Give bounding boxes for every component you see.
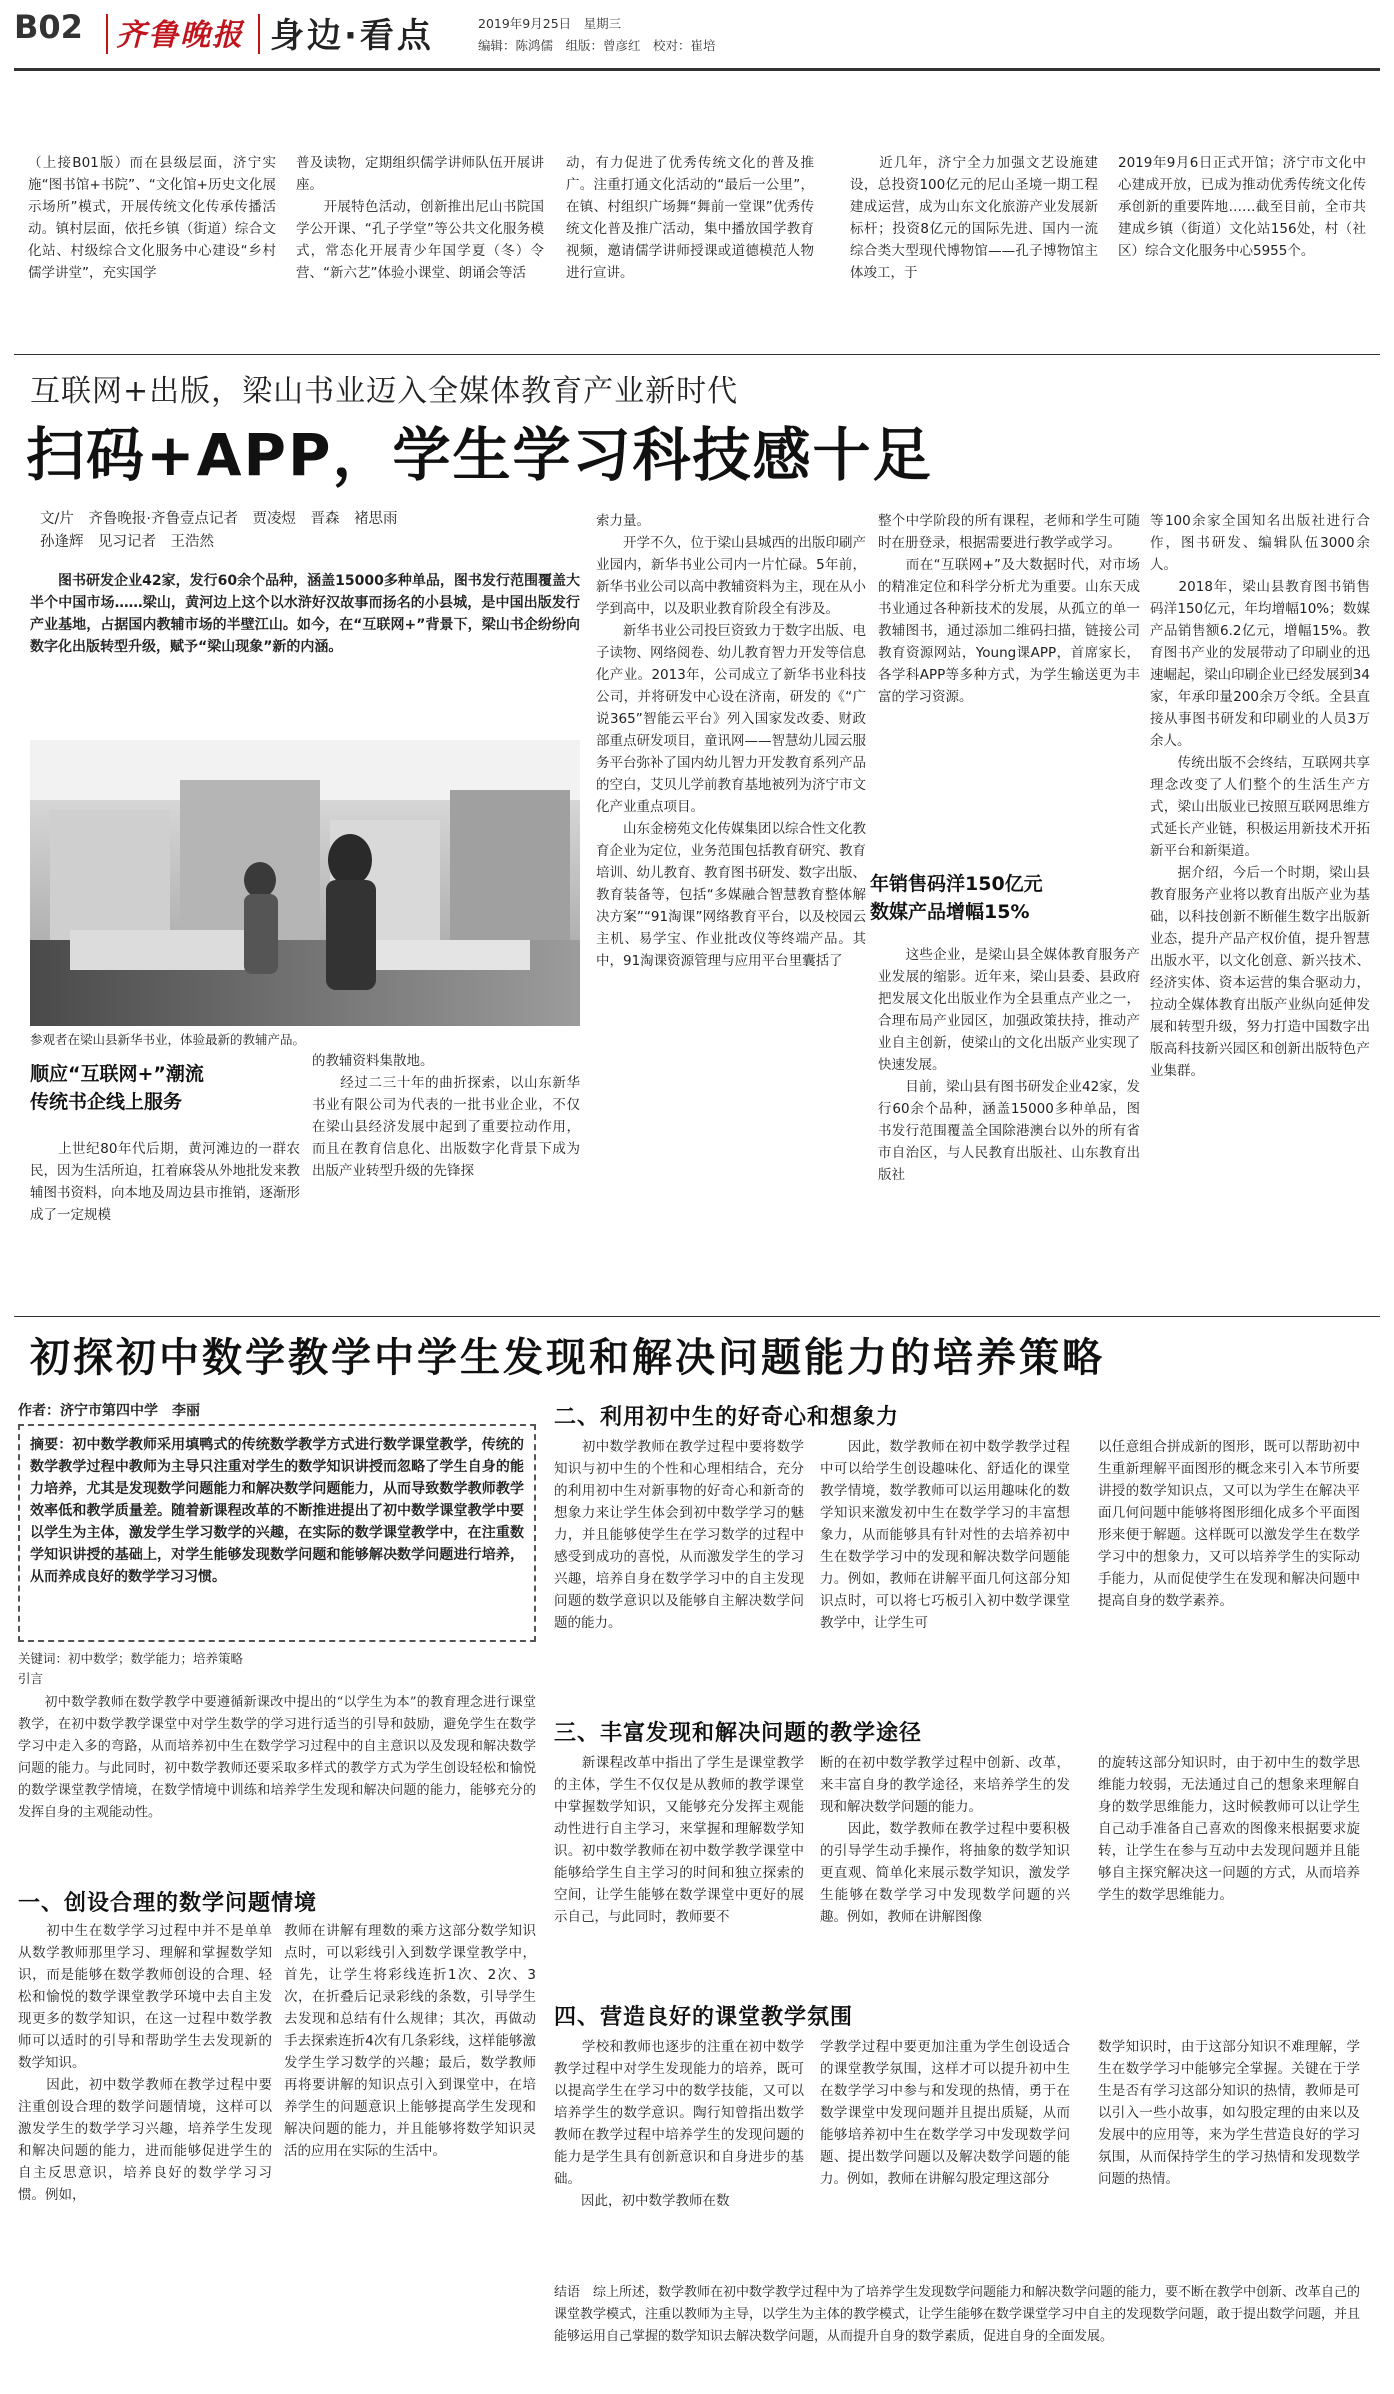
section-4-col-2: 学教学过程中要更加注重为学生创设适合的课堂教学氛围，这样才可以提升初中生在数学学习中参与和发现的热情，勇于在数学课堂中发现问题并且提出质疑，从而能够培养初中生在数学学习中发现数学问题、提出数学问题以及解决数学问题的能力。例如，教师在讲解勾股定理这部分 [820, 2039, 1070, 2187]
page-number: B02 [14, 8, 83, 46]
continued-col-5: 2019年9月6日正式开馆；济宁市文化中心建成开放，已成为推动优秀传统文化传承创新的重要阵地……截至目前，全市共建成乡镇（街道）文化站156处，村（社区）综合文化服务中心5955个。 [1118, 155, 1366, 259]
section-divider-2 [14, 1316, 1380, 1317]
masthead-divider-2 [258, 14, 260, 54]
section-4-title: 四、营造良好的课堂教学氛围 [554, 2005, 854, 2030]
section-1-col-2: 教师在讲解有理数的乘方这部分数学知识点时，可以彩线引入到数学课堂教学中，首先，让学生将彩线连折1次、2次、3次，在折叠后记录彩线的条数，引导学生去发现和总结有什么规律；其次，再做动手去探索连折4次有几条彩线，这样能够激发学生学习数学的兴趣；最后，数学教师再将要讲解的知识点引入到课堂中，在培养学生的问题意识上能够提高学生发现和解决问题的能力，并且能够将数学知识灵活的应用在实际的生活中。 [284, 1923, 536, 2159]
section-2-col-3: 以任意组合拼成新的图形，既可以帮助初中生重新理解平面图形的概念来引入本节所要讲授的数学知识点，又可以为学生在解决平面几何问题中能够将图形细化成多个平面图形来便于解题。这样既可以激发学生在数学学习中的想象力，又可以培养学生的实际动手能力，从而促使学生在发现和解决问题中提高自身的数学素养。 [1098, 1439, 1360, 1609]
editorial-staff: 编辑：陈鸿儒 组版：曾彦红 校对：崔培 [478, 38, 716, 53]
article1-col-c: 索力量。 开学不久，位于梁山县城西的出版印刷产业园内，新华书业公司内一片忙碌。5年前，新华书业公司以高中教辅资料为主，现在从小学到高中，以及职业教育阶段全有涉及。 新华书业公司投巨资致力于数字出版、电子读物、网络阅卷、幼儿教育智力开发等信息化产业。2013年，公司成立了新华书业科技公司，并将研发中心设在济南，研发的《“广说365”智能云平台》列入国家发改委、财政部重点研发项目，童讯网——智慧幼儿园云服务平台弥补了国内幼儿智力开发教育系列产品的空白，艾贝儿学前教育基地被列为济宁市文化产业重点项目。 山东金榜苑文化传媒集团以综合性文化教育企业为定位，业务范围包括教育研究、教育培训、幼儿教育、教育图书研发、数字出版、教育装备等，包括“多媒融合智慧教育整体解决方案”“91淘课”网络教育平台，以及校园云主机、易学宝、作业批改仪等终端产品。其中，91淘课资源管理与应用平台里囊括了 [596, 513, 866, 969]
article1-subtitle: 互联网+出版，梁山书业迈入全媒体教育产业新时代 [30, 374, 739, 409]
conclusion: 结语 综上所述，数学教师在初中数学教学过程中为了培养学生发现数学问题能力和解决数学问题的能力，要不断在教学中创新、改革自己的课堂教学模式，注重以教师为主导，以学生为主体的教学模式，让学生能够在数学课堂学习中自主的发现数学问题，敢于提出数学问题，并且能够运用自己掌握的数学知识去解决数学问题，从而提升自身的数学素质，促进自身的全面发展。 [554, 2285, 1361, 2344]
article1-photo [30, 740, 580, 1026]
bookstore-photo-icon [30, 740, 580, 1026]
article2-title: 初探初中数学教学中学生发现和解决问题能力的培养策略 [30, 1335, 1105, 1381]
section-1-title: 一、创设合理的数学问题情境 [18, 1891, 318, 1916]
intro-text: 初中数学教师在数学教学中要遵循新课改中提出的“以学生为本”的教育理念进行课堂教学，在初中数学教学课堂中对学生数学的学习进行适当的引导和鼓励，避免学生在数学学习中走入多的弯路，从而培养初中生在数学学习过程中的自主意识以及发现和解决数学问题的能力。与此同时，初中数学教师还要采取多样式的教学方式为学生创设轻松和愉悦的数学课堂教学情境，在数学情境中训练和培养学生发现和解决问题的能力，能够充分的发挥自身的主观能动性。 [18, 1695, 536, 1820]
section-2-title: 二、利用初中生的好奇心和想象力 [554, 1405, 900, 1430]
continued-col-2: 普及读物，定期组织儒学讲师队伍开展讲座。 开展特色活动，创新推出尼山书院国学公开课、“孔子学堂”等公共文化服务模式，常态化开展青少年国学夏（冬）令营、“新六艺”体验小课堂、朗诵会等活 [296, 155, 544, 281]
continued-col-4: 近几年，济宁全力加强文艺设施建设，总投资100亿元的尼山圣境一期工程建成运营，成为山东文化旅游产业发展新标杆；投资8亿元的国际先进、国内一流综合类大型现代博物馆——孔子博物馆主体竣工，于 [850, 155, 1098, 281]
article2-author: 作者：济宁市第四中学 李丽 [18, 1403, 200, 1419]
abstract-text: 摘要：初中数学教师采用填鸭式的传统数学教学方式进行数学课堂教学，传统的数学教学过程中教师为主导只注重对学生的数学知识讲授而忽略了学生自身的能力培养，尤其是发现数学问题能力和解决数学问题能力，从而导致数学教师教学效率低和教学质量差。随着新课程改革的不断推进提出了初中数学课堂教学中要以学生为主体，激发学生学习数学的兴趣，在实际的数学课堂教学中，在注重数学知识讲授的基础上，对学生能够发现数学问题和能够解决数学问题进行培养，从而养成良好的数学学习习惯。 [30, 1437, 524, 1585]
article1-title: 扫码+APP，学生学习科技感十足 [26, 421, 933, 489]
section-name: 身边·看点 [270, 16, 434, 56]
section-3-col-1: 新课程改革中指出了学生是课堂教学的主体，学生不仅仅是从教师的教学课堂中掌握数学知识，又能够充分发挥主观能动性进行自主学习，来掌握和理解数学知识。初中数学教师在初中数学教学课堂中能够给学生自主学习的时间和独立探索的空间，让学生能够在数学课堂中更好的展示自己，与此同时，教师要不 [554, 1755, 804, 1925]
article1-byline: 文/片 齐鲁晚报·齐鲁壹点记者 贾凌煜 晋森 褚思雨 孙逢辉 见习记者 王浩然 [40, 511, 398, 550]
keywords: 关键词：初中数学；数学能力；培养策略 [18, 1651, 244, 1666]
section-3-title: 三、丰富发现和解决问题的教学途径 [554, 1721, 923, 1746]
section-2-col-1: 初中数学教师在教学过程中要将数学知识与初中生的个性和心理相结合，充分的利用初中生对新事物的好奇心和新奇的想象力来让学生体会到初中数学学习的魅力，并且能够使学生在学习数学的过程中感受到成功的喜悦，从而激发学生的学习兴趣，培养自身在数学学习中的自主发现问题的数学意识以及能够自主解决数学问题的能力。 [554, 1439, 804, 1631]
newspaper-logo: 齐鲁晚报 [116, 18, 244, 53]
masthead-rule [14, 68, 1380, 71]
article1-photo-caption: 参观者在梁山县新华书业，体验最新的教辅产品。 [30, 1032, 306, 1047]
article1-subhead-1: 顺应“互联网+”潮流 传统书企线上服务 [30, 1063, 204, 1113]
section-4-col-3: 数学知识时，由于这部分知识不难理解，学生在数学学习中能够完全掌握。关键在于学生是否有学习这部分知识的热情，教师是可以引入一些小故事，如勾股定理的由来以及发展中的应用等，来为学生营造良好的学习氛围，从而保持学生的学习热情和发现数学问题的热情。 [1098, 2039, 1360, 2187]
issue-date: 2019年9月25日 星期三 [478, 16, 622, 31]
continued-col-1: （上接B01版）而在县级层面，济宁实施“图书馆+书院”、“文化馆+历史文化展示场所”模式，开展传统文化传承传播活动。镇村层面，依托乡镇（街道）综合文化站、村级综合文化服务中心建设“乡村儒学讲堂”，充实国学 [28, 155, 276, 281]
masthead-divider [106, 14, 108, 54]
intro-label: 引言 [18, 1671, 44, 1686]
section-divider [14, 354, 1380, 355]
article1-lead: 图书研发企业42家，发行60余个品种，涵盖15000多种单品，图书发行范围覆盖大半个中国市场……梁山，黄河边上这个以水浒好汉故事而扬名的小县城，是中国出版发行产业基地，占据国内教辅市场的半壁江山。如今，在“互联网+”背景下，梁山书企纷纷向数字化出版转型升级，赋予“梁山现象”新的内涵。 [30, 573, 580, 655]
article1-col-b: 的教辅资料集散地。 经过二三十年的曲折探索，以山东新华书业有限公司为代表的一批书业企业，不仅在梁山县经济发展中起到了重要拉动作用，而且在教育信息化、出版数字化背景下成为出版产业转型升级的先锋探 [312, 1053, 580, 1179]
section-3-col-2: 断的在初中数学教学过程中创新、改革，来丰富自身的教学途径，来培养学生的发现和解决数学问题的能力。 因此，数学教师在教学过程中要积极的引导学生动手操作，将抽象的数学知识更直观、简单化来展示数学知识，激发学生能够在数学学习中发现数学问题的兴趣。例如，教师在讲解图像 [820, 1755, 1070, 1925]
abstract-box [18, 1424, 536, 1642]
section-2-col-2: 因此，数学教师在初中数学教学过程中可以给学生创设趣味化、舒适化的课堂教学情境，数学教师可以运用趣味化的数学知识来激发初中生在数学学习的丰富想象力，从而能够具有针对性的去培养初中生在数学学习中的发现和解决数学问题能力。例如，教师在讲解平面几何这部分知识点时，可以将七巧板引入初中数学课堂教学中，让学生可 [820, 1439, 1070, 1631]
section-4-col-1: 学校和教师也逐步的注重在初中数学教学过程中对学生发现能力的培养，既可以提高学生在学习中的数学技能，又可以培养学生的数学意识。陶行知曾指出数学教师在教学过程中培养学生的发现问题的能力是学生具有创新意识和自身进步的基础。 因此，初中数学教师在数 [554, 2039, 804, 2209]
article1-col-d-bottom: 这些企业，是梁山县全媒体教育服务产业发展的缩影。近年来，梁山县委、县政府把发展文化出版业作为全县重点产业之一，合理布局产业园区，加强政策扶持，推动产业自主创新，使梁山的文化出版产业实现了快速发展。 目前，梁山县有图书研发企业42家，发行60余个品种，涵盖15000多种单品，图书发行范围覆盖全国除港澳台以外的所有省市自治区，与人民教育出版社、山东教育出版社 [878, 947, 1140, 1183]
article1-subhead-2: 年销售码洋150亿元 数媒产品增幅15% [870, 873, 1043, 923]
article1-col-a: 上世纪80年代后期，黄河滩边的一群农民，因为生活所迫，扛着麻袋从外地批发来教辅图书资料，向本地及周边县市推销，逐渐形成了一定规模 [30, 1141, 300, 1223]
section-3-col-3: 的旋转这部分知识时，由于初中生的数学思维能力较弱，无法通过自己的想象来理解自身的数学思维能力，这时候教师可以让学生自己动手准备自己喜欢的图像来根据要求旋转，让学生在参与互动中去发现问题并且能够自主探究解决这一问题的方式，从而培养学生的数学思维能力。 [1098, 1755, 1360, 1903]
article1-col-e: 等100余家全国知名出版社进行合作，图书研发、编辑队伍3000余人。 2018年，梁山县教育图书销售码洋150亿元，年均增幅10%；数媒产品销售额6.2亿元，增幅15%。教育图书产业的发展带动了印刷业的迅速崛起，梁山印刷企业已经发展到34家，年承印量200余万令纸。全县直接从事图书研发和印刷业的人员3万余人。 传统出版不会终结，互联网共享理念改变了人们整个的生活生产方式，梁山出版业已按照互联网思维方式延长产业链，积极运用新技术开拓新平台和新渠道。 据介绍，今后一个时期，梁山县教育服务产业将以教育出版产业为基础，以科技创新不断催生数字出版新业态，提升产品产权价值，提升智慧出版水平，以文化创意、新兴技术、经济实体、资本运营的集合驱动力，拉动全媒体教育出版产业纵向延伸发展和转型升级，努力打造中国数字出版高科技新兴园区和创新出版特色产业集群。 [1150, 513, 1370, 1079]
article1-col-d-top: 整个中学阶段的所有课程，老师和学生可随时在册登录，根据需要进行教学或学习。 而在“互联网+”及大数据时代，对市场的精准定位和科学分析尤为重要。山东天成书业通过各种新技术的发展，从孤立的单一教辅图书，通过添加二维码扫描，链接公司教育资源网站，Young课APP，首席家长，各学科APP等多种方式，为学生输送更为丰富的学习资源。 [878, 513, 1140, 705]
section-1-col-1: 初中生在数学学习过程中并不是单单从数学教师那里学习、理解和掌握数学知识，而是能够在数学教师创设的合理、轻松和愉悦的数学课堂教学环境中去自主发现更多的数学知识，在这一过程中数学教师可以适时的引导和帮助学生去发现新的数学知识。 因此，初中数学教师在教学过程中要注重创设合理的数学问题情境，这样可以激发学生的数学学习兴趣，培养学生发现和解决问题的能力，进而能够促进学生的自主反思意识，培养良好的数学学习习惯。例如， [18, 1923, 272, 2203]
continued-col-3: 动，有力促进了优秀传统文化的普及推广。注重打通文化活动的“最后一公里”，在镇、村组织广场舞“舞前一堂课”优秀传统文化普及推广活动，集中播放国学教育视频，邀请儒学讲师授课或道德模范人物进行宣讲。 [566, 155, 814, 281]
